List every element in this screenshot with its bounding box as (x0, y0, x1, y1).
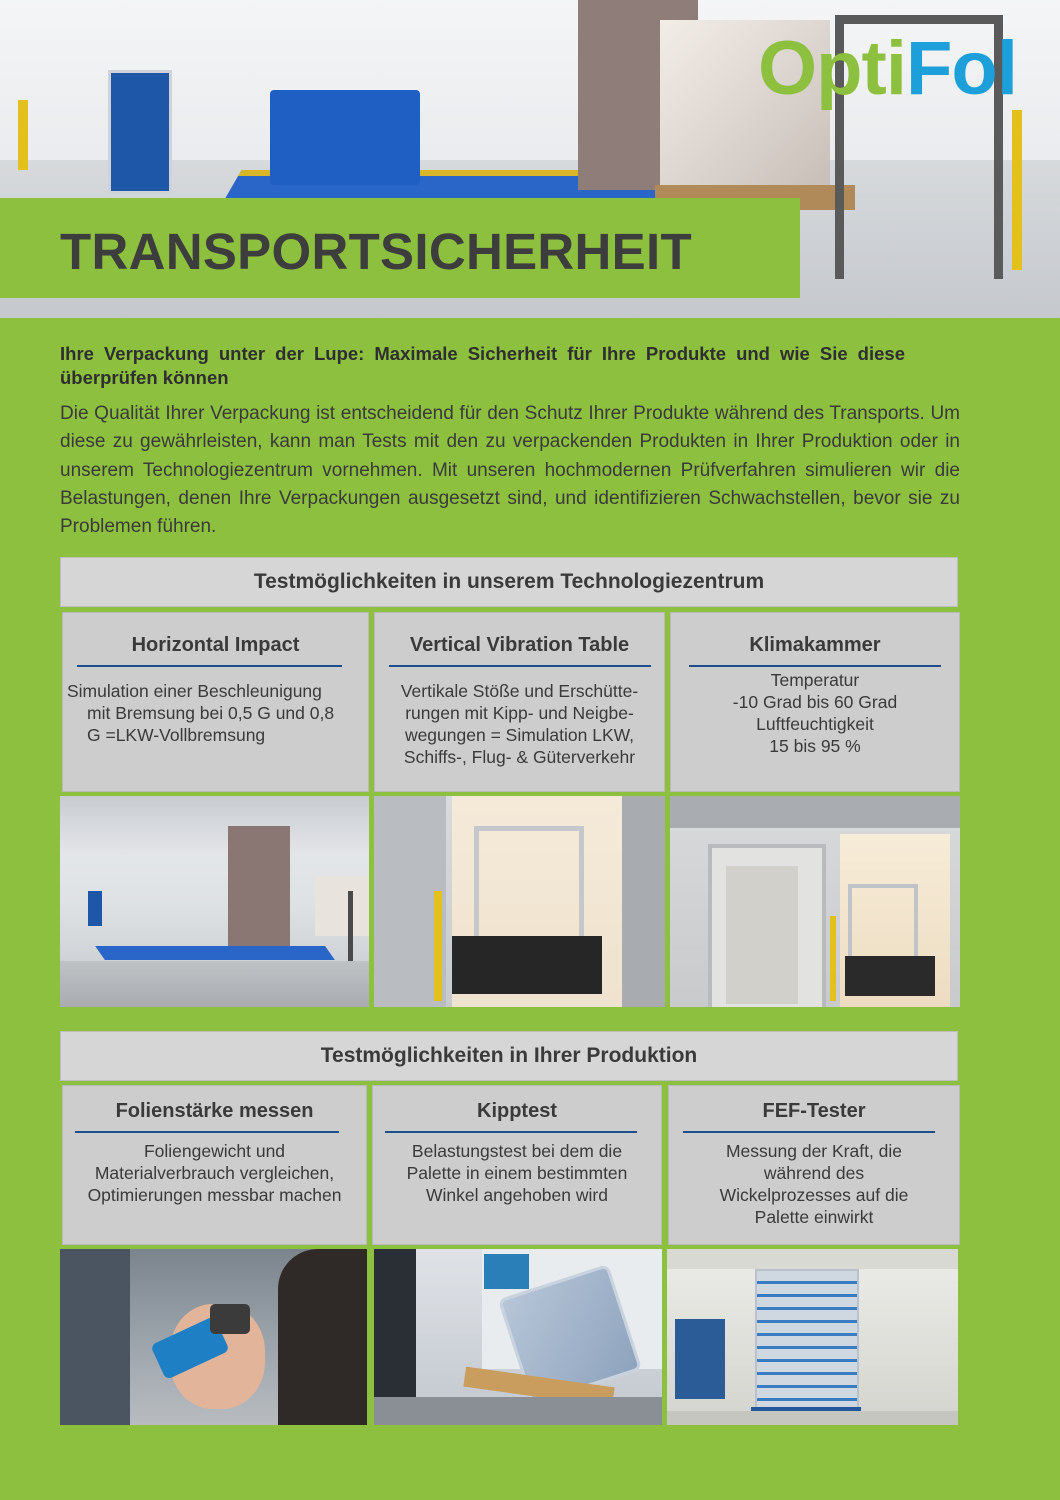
photo-tilt-test (374, 1249, 662, 1425)
card-vertical-vibration-table (374, 612, 665, 792)
card-klimakammer (670, 612, 960, 792)
card-folienstaerke-messen (62, 1085, 367, 1245)
card-line: Winkel angehoben wird (426, 1185, 608, 1205)
card-horizontal-impact (62, 612, 369, 792)
card-divider (77, 665, 342, 667)
photo-climate-chamber (670, 796, 960, 1007)
card-divider (389, 665, 651, 667)
card-line: Wickelprozesses auf die (719, 1185, 909, 1205)
card-divider (385, 1131, 637, 1133)
card-line: Palette in einem bestimmten (406, 1163, 628, 1183)
card-line: Belastungstest bei dem die (411, 1141, 623, 1161)
card-description (67, 680, 342, 746)
card-description (671, 669, 959, 757)
hero-cabinet (108, 70, 172, 194)
card-description (375, 680, 664, 768)
photo-horizontal-impact (60, 796, 369, 1007)
card-line: Foliengewicht und (143, 1141, 286, 1161)
card-line: Luftfeuchtigkeit (756, 714, 874, 734)
card-line: rungen mit Kipp- und Neigbe- (405, 703, 634, 723)
logo-part-fol: Fol (905, 26, 1017, 111)
hero-safety-post (18, 100, 28, 170)
hero-impact-machine (270, 90, 420, 185)
card-line: 15 bis 95 % (769, 736, 861, 756)
title-band (0, 198, 800, 298)
card-description (373, 1140, 661, 1206)
intro (60, 342, 960, 541)
optifol-logo (758, 24, 1017, 114)
card-description (63, 1140, 366, 1206)
card-line: -10 Grad bis 60 Grad (732, 692, 898, 712)
card-title: Horizontal Impact (131, 634, 300, 656)
intro-heading: Ihre Verpackung unter der Lupe: Maximale Sicherheit für Ihre Produkte und wie Sie diese überprüfen können (60, 343, 905, 388)
card-line: Schiffs-, Flug- & Güterverkehr (403, 747, 636, 767)
photo-vibration-table (374, 796, 665, 1007)
page-title: TRANSPORTSICHERHEIT (60, 223, 692, 280)
card-line: Optimierungen messbar machen (87, 1185, 342, 1205)
hero-safety-post (1012, 110, 1022, 270)
card-kipptest (372, 1085, 662, 1245)
card-description (669, 1140, 959, 1228)
section-heading-technologiezentrum: Testmöglichkeiten in unserem Technologiezentrum (60, 557, 958, 607)
logo-part-opti: Opti (758, 26, 906, 111)
card-divider (683, 1131, 935, 1133)
section-heading-ihre-produktion: Testmöglichkeiten in Ihrer Produktion (60, 1031, 958, 1081)
card-line: während des (763, 1163, 865, 1183)
card-title: FEF-Tester (762, 1100, 866, 1122)
photo-fef-tester (667, 1249, 958, 1425)
intro-body: Die Qualität Ihrer Verpackung ist entscheidend für den Schutz Ihrer Produkte während des Transports. Um diese zu gewährleisten, kann man Tests mit den zu verpackenden Produkten in Ihrer Produktion oder in unserem Technologiezentrum vornehmen. Mit unseren hochmodernen Prüfverfahren simulieren wir die Belastungen, denen Ihre Verpackungen ausgesetzt sind, und identifizieren Schwachstellen, bevor sie zu Problemen führen. (60, 403, 960, 538)
photo-film-thickness (60, 1249, 367, 1425)
card-line: Messung der Kraft, die (725, 1141, 903, 1161)
card-title: Klimakammer (749, 634, 881, 656)
card-line: G =LKW-Vollbremsung (87, 725, 266, 745)
card-line: mit Bremsung bei 0,5 G und 0,8 (87, 703, 335, 723)
card-divider (689, 665, 941, 667)
card-title: Kipptest (477, 1100, 557, 1122)
card-title: Folienstärke messen (115, 1100, 314, 1122)
card-line: Vertikale Stöße und Erschütte- (400, 681, 639, 701)
card-line: Temperatur (770, 670, 860, 690)
card-title: Vertical Vibration Table (409, 634, 630, 656)
card-line: Materialverbrauch vergleichen, (94, 1163, 335, 1183)
card-divider (75, 1131, 339, 1133)
card-line: Simulation einer Beschleunigung (67, 681, 322, 701)
card-line: Palette einwirkt (754, 1207, 874, 1227)
card-line: wegungen = Simulation LKW, (404, 725, 635, 745)
card-fef-tester (668, 1085, 960, 1245)
